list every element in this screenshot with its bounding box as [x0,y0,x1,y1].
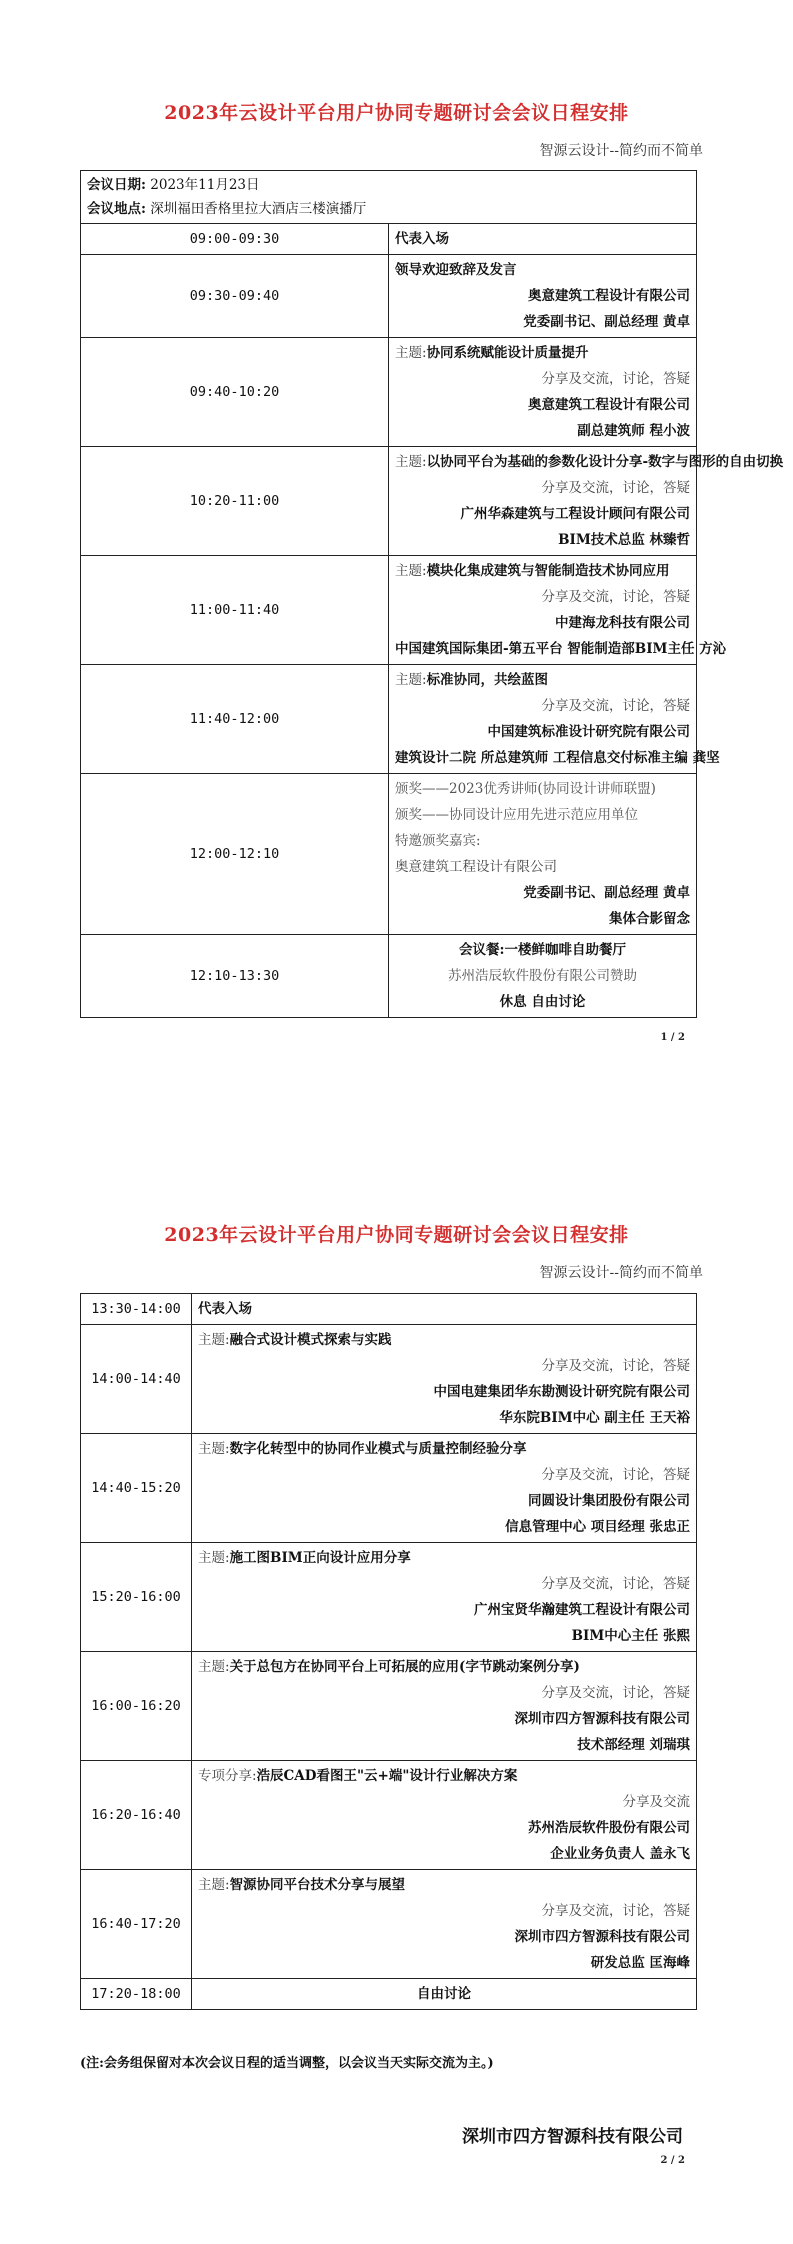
session-line [198,1706,690,1732]
session-text: 特邀颁奖嘉宾: [395,833,481,849]
session-text: 党委副书记、副总经理 黄卓 [523,314,690,330]
schedule-row [81,255,697,338]
session-text: 分享及交流，讨论，答疑 [541,698,690,714]
session-text: BIM技术总监 林臻哲 [558,532,690,548]
page-2 [0,1130,793,2244]
time-slot: 09:00-09:30 [81,224,389,255]
session-line [395,693,690,719]
session-line [198,1545,690,1571]
schedule-row [81,1294,697,1325]
time-slot: 10:20-11:00 [81,447,389,556]
session-content [192,1979,697,2010]
session-content [192,1870,697,1979]
schedule-table [80,1293,697,2010]
session-text: 中建海龙科技有限公司 [555,615,690,631]
session-text: 中国电建集团华东勘测设计研究院有限公司 [433,1384,690,1400]
meeting-info-row [81,171,697,224]
session-text: 中国建筑标准设计研究院有限公司 [487,724,690,740]
session-content [389,935,697,1018]
session-text: 广州宝贤华瀚建筑工程设计有限公司 [474,1602,690,1618]
time-slot: 12:00-12:10 [81,774,389,935]
session-line [198,1623,690,1649]
session-line [395,366,690,392]
session-text: 休息 自由讨论 [499,994,586,1010]
session-line [395,828,690,854]
time-slot: 15:20-16:00 [81,1543,192,1652]
time-slot: 16:40-17:20 [81,1870,192,1979]
session-text: 奥意建筑工程设计有限公司 [395,859,557,875]
session-line [198,1680,690,1706]
session-line [395,854,690,880]
session-content [389,774,697,935]
session-text: 技术部经理 刘瑞琪 [577,1737,690,1753]
schedule-row [81,1652,697,1761]
session-line [198,1789,690,1815]
session-text: 协同系统赋能设计质量提升 [426,345,589,361]
session-line [198,1462,690,1488]
session-text: 分享及交流 [622,1794,690,1810]
session-line [395,937,690,963]
session-line [395,584,690,610]
session-text: 分享及交流，讨论，答疑 [541,480,690,496]
session-line [395,802,690,828]
session-line [198,1763,690,1789]
session-text: 会议餐:一楼鲜咖啡自助餐厅 [459,942,626,958]
session-content [389,665,720,774]
session-line [395,745,720,771]
session-line [198,1981,690,2007]
session-line [198,1872,690,1898]
session-line [395,906,690,932]
session-text: 广州华森建筑与工程设计顾问有限公司 [460,506,690,522]
schedule-row [81,665,697,774]
session-text: 企业业务负责人 盖永飞 [550,1846,690,1862]
session-line [198,1514,690,1540]
time-slot: 11:00-11:40 [81,556,389,665]
session-line [198,1327,690,1353]
schedule-row [81,1979,697,2010]
slogan: 智源云设计--简约而不简单 [539,1265,703,1281]
time-slot: 17:20-18:00 [81,1979,192,2010]
session-text: 关于总包方在协同平台上可拓展的应用(字节跳动案例分享) [229,1659,580,1675]
session-text: 同圆设计集团股份有限公司 [528,1493,690,1509]
session-text: 奥意建筑工程设计有限公司 [528,288,690,304]
session-line [198,1815,690,1841]
session-line [395,610,690,636]
topic-prefix: 主题: [395,672,427,688]
session-line [198,1597,690,1623]
session-text: 信息管理中心 项目经理 张忠正 [505,1519,690,1535]
session-content [389,338,697,447]
schedule-row [81,1543,697,1652]
time-slot: 16:00-16:20 [81,1652,192,1761]
session-line [198,1405,690,1431]
schedule-row [81,1325,697,1434]
time-slot: 11:40-12:00 [81,665,389,774]
session-text: 模块化集成建筑与智能制造技术协同应用 [426,563,670,579]
session-content [389,255,697,338]
session-text: 分享及交流，讨论，答疑 [541,1467,690,1483]
session-line [395,340,690,366]
page-1 [0,0,793,1100]
session-content [192,1543,697,1652]
time-slot: 09:30-09:40 [81,255,389,338]
session-line [395,989,690,1015]
session-text: 颁奖——协同设计应用先进示范应用单位 [395,807,638,823]
session-text: 智源协同平台技术分享与展望 [229,1877,406,1893]
session-text: 浩辰CAD看图王"云+端"设计行业解决方案 [256,1768,518,1784]
slogan: 智源云设计--简约而不简单 [539,143,703,159]
topic-prefix: 主题: [395,563,427,579]
session-content [389,556,727,665]
session-line [395,449,784,475]
schedule-row [81,1434,697,1543]
session-line [395,719,690,745]
session-text: 建筑设计二院 所总建筑师 工程信息交付标准主编 龚坚 [395,750,720,766]
session-line [395,527,690,553]
session-line [395,636,727,662]
session-text: 以协同平台为基础的参数化设计分享-数字与图形的自由切换 [426,454,784,470]
session-text: 研发总监 匡海峰 [590,1955,690,1971]
session-line [395,309,690,335]
session-line [395,283,690,309]
session-text: 分享及交流，讨论，答疑 [541,1903,690,1919]
session-content [192,1325,697,1434]
schedule-row [81,224,697,255]
meeting-place-value: 深圳福田香格里拉大酒店三楼演播厅 [150,201,367,217]
session-line [395,392,690,418]
session-content [192,1652,697,1761]
session-line [198,1924,690,1950]
session-text: 党委副书记、副总经理 黄卓 [523,885,690,901]
schedule-row [81,447,697,556]
session-text: 融合式设计模式探索与实践 [229,1332,392,1348]
session-text: 分享及交流，讨论，答疑 [541,1685,690,1701]
session-text: 分享及交流，讨论，答疑 [541,1358,690,1374]
session-line [395,475,690,501]
schedule-row [81,338,697,447]
time-slot: 16:20-16:40 [81,1761,192,1870]
session-text: 中国建筑国际集团-第五平台 智能制造部BIM主任 方沁 [395,641,727,657]
session-text: 分享及交流，讨论，答疑 [541,1576,690,1592]
meeting-date-value: 2023年11月23日 [150,177,260,193]
session-line [395,418,690,444]
session-text: 华东院BIM中心 副主任 王天裕 [499,1410,690,1426]
topic-prefix: 主题: [395,345,427,361]
session-line [198,1436,690,1462]
time-slot: 14:40-15:20 [81,1434,192,1543]
schedule-row [81,1761,697,1870]
session-text: 自由讨论 [417,1986,471,2002]
page-number: 2 / 2 [660,2155,685,2166]
session-content [389,447,784,556]
session-text: 集体合影留念 [609,911,690,927]
session-text: 副总建筑师 程小波 [577,423,690,439]
session-line [395,963,690,989]
session-text: 苏州浩辰软件股份有限公司赞助 [448,968,637,984]
topic-prefix: 主题: [198,1550,230,1566]
topic-prefix: 主题: [395,454,427,470]
session-line [198,1488,690,1514]
session-text: 颁奖——2023优秀讲师(协同设计讲师联盟) [395,781,656,797]
topic-prefix: 专项分享: [198,1768,257,1784]
document-title: 2023年云设计平台用户协同专题研讨会会议日程安排 [164,1224,629,1246]
session-line [198,1841,690,1867]
page-number: 1 / 2 [660,1032,685,1043]
session-line [198,1296,690,1322]
session-text: 奥意建筑工程设计有限公司 [528,397,690,413]
session-line [395,257,690,283]
session-line [198,1950,690,1976]
topic-prefix: 主题: [198,1877,230,1893]
time-slot: 09:40-10:20 [81,338,389,447]
organizer-company: 深圳市四方智源科技有限公司 [462,2127,683,2147]
session-text: 代表入场 [198,1301,252,1317]
topic-prefix: 主题: [198,1332,230,1348]
meeting-date-label: 会议日期: [87,177,146,193]
time-slot: 14:00-14:40 [81,1325,192,1434]
meeting-place-label: 会议地点: [87,201,146,217]
session-line [198,1353,690,1379]
session-text: 数字化转型中的协同作业模式与质量控制经验分享 [229,1441,527,1457]
document-title: 2023年云设计平台用户协同专题研讨会会议日程安排 [164,102,629,124]
session-text: 深圳市四方智源科技有限公司 [514,1711,690,1727]
session-line [198,1571,690,1597]
session-line [395,226,690,252]
session-content [389,224,697,255]
schedule-row [81,935,697,1018]
schedule-row [81,1870,697,1979]
session-text: 苏州浩辰软件股份有限公司 [528,1820,690,1836]
session-text: BIM中心主任 张熙 [571,1628,690,1644]
topic-prefix: 主题: [198,1441,230,1457]
session-text: 标准协同，共绘蓝图 [426,672,549,688]
schedule-row [81,556,697,665]
session-line [198,1732,690,1758]
schedule-row [81,774,697,935]
session-content [192,1761,697,1870]
session-line [395,558,690,584]
time-slot: 12:10-13:30 [81,935,389,1018]
session-text: 施工图BIM正向设计应用分享 [229,1550,411,1566]
session-line [395,776,690,802]
session-text: 分享及交流，讨论，答疑 [541,589,690,605]
session-line [198,1654,690,1680]
footnote: (注:会务组保留对本次会议日程的适当调整，以会议当天实际交流为主。) [80,2056,494,2071]
session-line [198,1379,690,1405]
session-text: 领导欢迎致辞及发言 [395,262,517,278]
session-line [198,1898,690,1924]
session-text: 深圳市四方智源科技有限公司 [514,1929,690,1945]
schedule-table [80,170,784,1018]
session-content [192,1294,697,1325]
session-text: 分享及交流，讨论，答疑 [541,371,690,387]
session-content [192,1434,697,1543]
session-line [395,880,690,906]
session-text: 代表入场 [395,231,449,247]
time-slot: 13:30-14:00 [81,1294,192,1325]
topic-prefix: 主题: [198,1659,230,1675]
session-line [395,667,690,693]
session-line [395,501,690,527]
